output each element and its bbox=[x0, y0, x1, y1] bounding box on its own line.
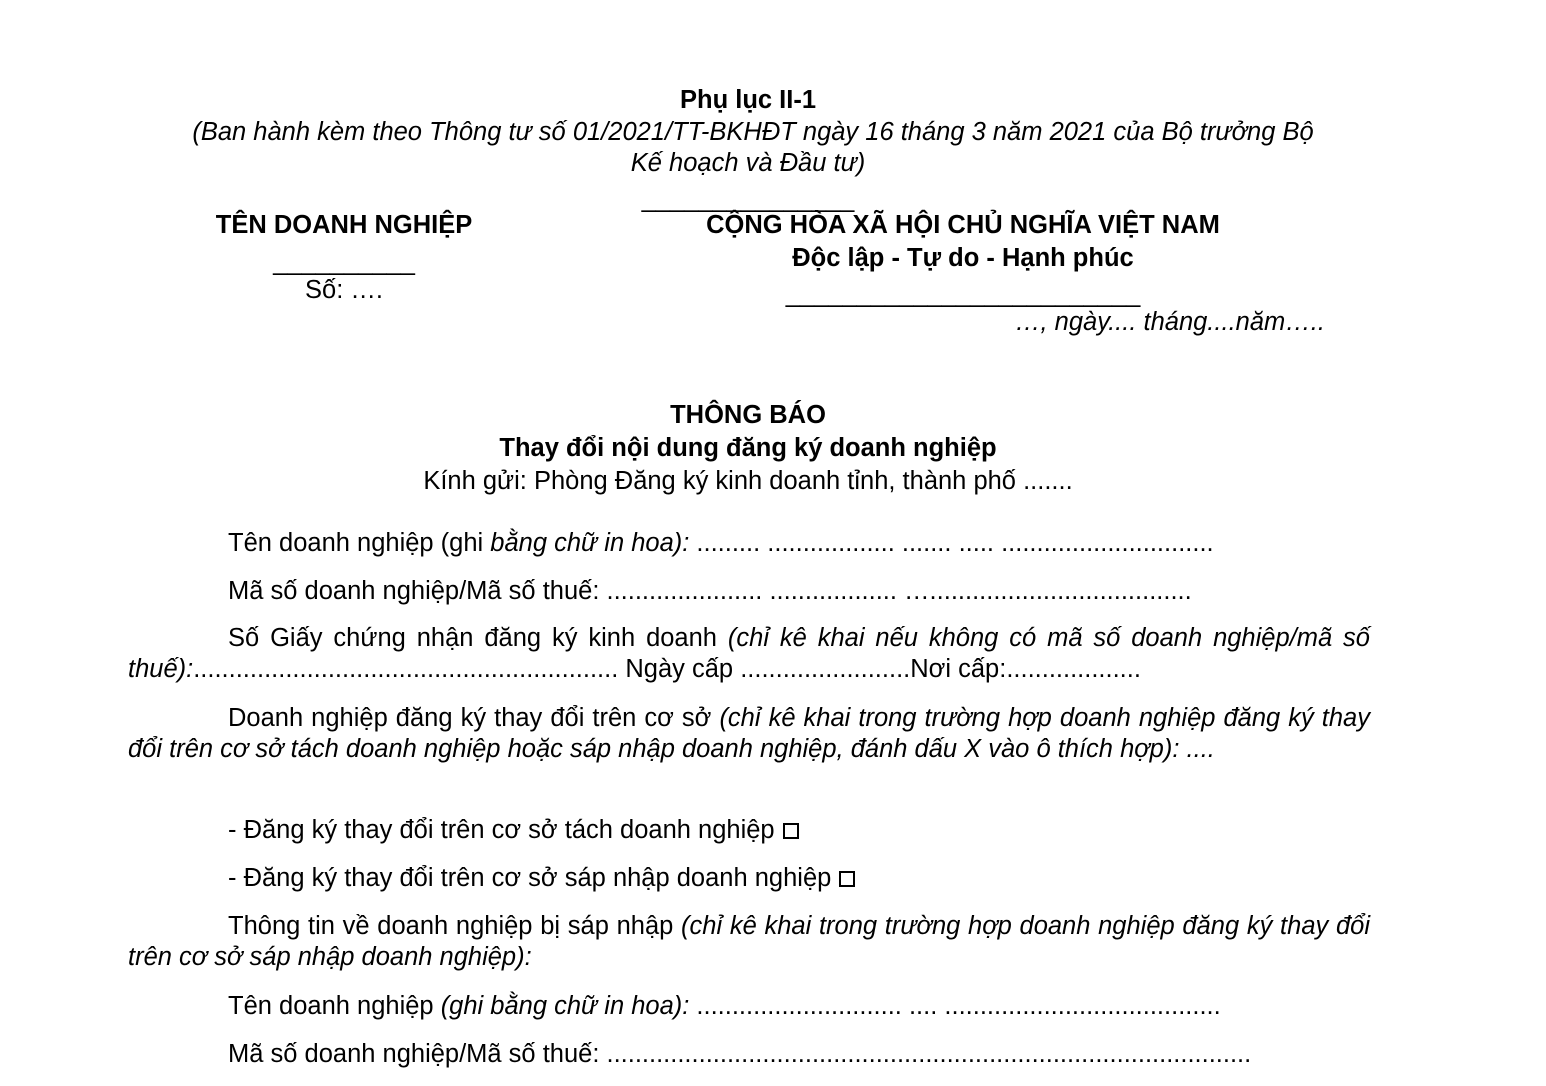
date-line: …, ngày.... tháng....năm….. bbox=[1015, 308, 1325, 336]
basis-dots: .... bbox=[1179, 735, 1215, 763]
basis-paragraph bbox=[128, 703, 1370, 765]
license-label: Số Giấy chứng nhận đăng ký kinh doanh bbox=[228, 624, 728, 652]
appendix-note-line1: (Ban hành kèm theo Thông tư số 01/2021/TT-BKHĐT ngày 16 tháng 3 năm 2021 của Bộ trưởng Bộ bbox=[192, 118, 1314, 146]
option-split-label: - Đăng ký thay đổi trên cơ sở tách doanh nghiệp bbox=[228, 816, 775, 844]
merge-checkbox[interactable] bbox=[839, 871, 855, 887]
merged-name-field bbox=[228, 994, 1221, 1020]
company-name-field bbox=[228, 531, 1214, 557]
document-title: THÔNG BÁO bbox=[670, 401, 826, 429]
merged-info-label: Thông tin về doanh nghiệp bị sáp nhập bbox=[228, 912, 682, 940]
option-merge-label: - Đăng ký thay đổi trên cơ sở sáp nhập doanh nghiệp bbox=[228, 864, 832, 892]
merged-name-note: (ghi bằng chữ in hoa): bbox=[440, 992, 690, 1020]
country-name: CỘNG HÒA XÃ HỘI CHỦ NGHĨA VIỆT NAM bbox=[706, 211, 1220, 239]
document-number: Số: …. bbox=[305, 276, 383, 304]
company-name-dots: ......... .................. ....... ..... .............................. bbox=[689, 529, 1214, 557]
document-subtitle: Thay đổi nội dung đăng ký doanh nghiệp bbox=[499, 434, 997, 462]
license-note: (chỉ kê khai nếu không có mã số doanh nghiệp/mã số thuế): bbox=[128, 624, 1370, 683]
merged-info-note: (chỉ kê khai trong trường hợp doanh nghiệp đăng ký thay đổi trên cơ sở sáp nhập doanh nghiệp): bbox=[128, 912, 1370, 971]
national-motto: Độc lập - Tự do - Hạnh phúc bbox=[792, 244, 1134, 272]
tax-code-field: Mã số doanh nghiệp/Mã số thuế: ...................... .................. …..................................... bbox=[228, 577, 1192, 605]
company-name-header: TÊN DOANH NGHIỆP bbox=[215, 211, 473, 239]
motto-divider: _________________________ bbox=[785, 280, 1141, 308]
merged-info-paragraph bbox=[128, 911, 1370, 973]
split-checkbox[interactable] bbox=[783, 823, 799, 839]
appendix-title: Phụ lục II-1 bbox=[679, 86, 817, 114]
option-split-row bbox=[228, 818, 799, 844]
company-name-label: Tên doanh nghiệp (ghi bbox=[228, 529, 491, 557]
license-rest: ............................................................ Ngày cấp ........................Nơi cấp:................... bbox=[193, 655, 1141, 683]
option-merge-row bbox=[228, 866, 855, 892]
recipient-line: Kính gửi: Phòng Đăng ký kinh doanh tỉnh, thành phố ....... bbox=[423, 467, 1073, 495]
company-name-label-note: bằng chữ in hoa): bbox=[490, 529, 690, 557]
merged-name-label: Tên doanh nghiệp bbox=[228, 992, 441, 1020]
top-divider: _______________ bbox=[641, 185, 855, 213]
basis-label: Doanh nghiệp đăng ký thay đổi trên cơ sở bbox=[228, 704, 720, 732]
basis-note: (chỉ kê khai trong trường hợp doanh nghiệp đăng ký thay đổi trên cơ sở tách doanh nghiệp hoặc sáp nhập doanh nghiệp, đánh dấu X vào ô thích hợp): bbox=[128, 704, 1370, 763]
merged-name-dots: ............................. .... ....................................... bbox=[689, 992, 1221, 1020]
company-divider: __________ bbox=[273, 248, 415, 276]
license-paragraph bbox=[128, 623, 1370, 685]
appendix-note-line2: Kế hoạch và Đầu tư) bbox=[630, 149, 866, 177]
merged-tax-code-field: Mã số doanh nghiệp/Mã số thuế: ........................................................................................... bbox=[228, 1040, 1252, 1068]
